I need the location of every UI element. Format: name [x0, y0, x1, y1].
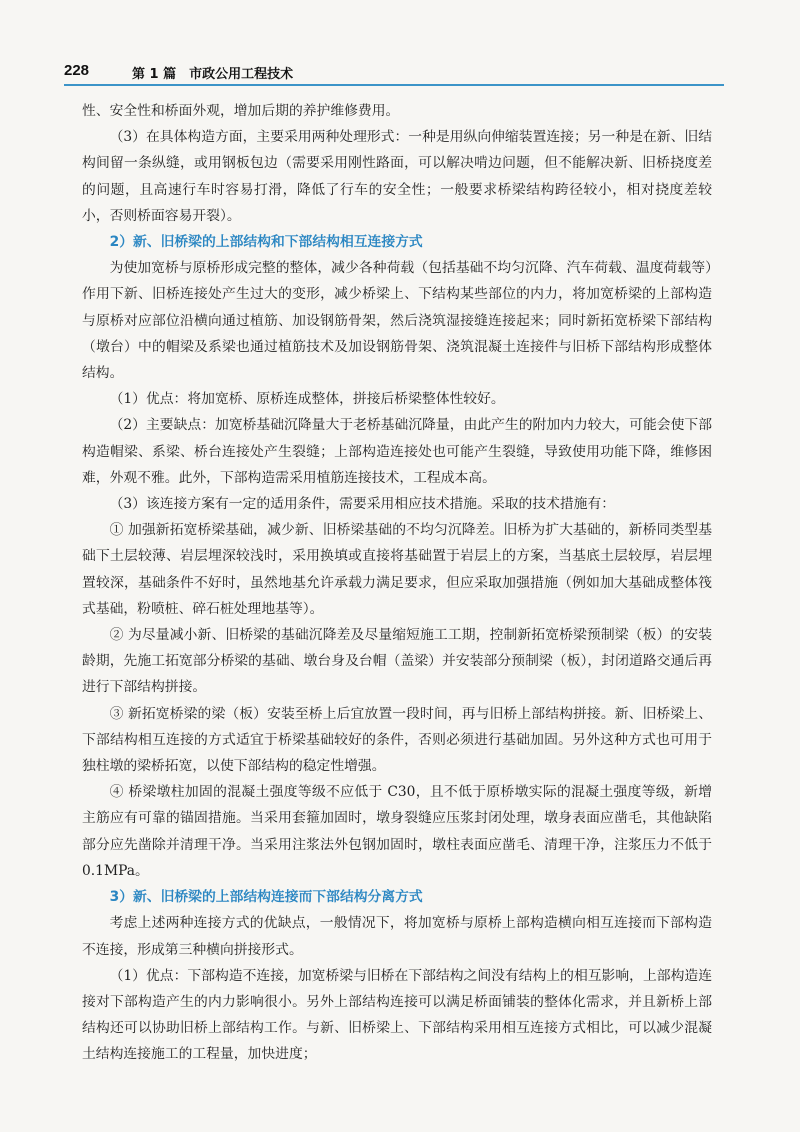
header-rule: [64, 84, 724, 86]
paragraph: （1）优点：将加宽桥、原桥连成整体，拼接后桥梁整体性较好。: [109, 391, 505, 408]
running-header: [64, 62, 724, 90]
paragraph: 考虑上述两种连接方式的优缺点，一般情况下，将加宽桥与原桥上部构造横向相互连接而下部构造不连接，形成第三种横向拼接形式。: [82, 915, 712, 958]
paragraph: （3）该连接方案有一定的适用条件，需要采用相应技术措施。采取的技术措施有：: [109, 496, 616, 513]
paragraph: ③ 新拓宽桥梁的梁（板）安装至桥上后宜放置一段时间，再与旧桥上部结构拼接。新、旧桥梁上、下部结构相互连接的方式适宜于桥梁基础较好的条件，否则必须进行基础加固。另外这种方式也可用于独柱墩的梁桥拓宽，以使下部结构的稳定性增强。: [82, 705, 712, 775]
paragraph: （1）优点：下部构造不连接，加宽桥梁与旧桥在下部结构之间没有结构上的相互影响，上部构造连接对下部构造产生的内力影响很小。另外上部结构连接可以满足桥面铺装的整体化需求，并且新桥上部结构还可以协助旧桥上部结构工作。与新、旧桥梁上、下部结构采用相互连接方式相比，可以减少混凝土结构连接施工的工程量，加快进度；: [82, 967, 712, 1063]
paragraph: （3）在具体构造方面，主要采用两种处理形式：一种是用纵向伸缩装置连接；另一种是在新、旧结构间留一条纵缝，或用钢板包边（需要采用刚性路面，可以解决啃边问题，但不能解决新、旧桥挠度差的问题，且高速行车时容易打滑，降低了行车的安全性；一般要求桥梁结构跨径较小，相对挠度差较小，否则桥面容易开裂）。: [82, 129, 712, 224]
section-heading: 2）新、旧桥梁的上部结构和下部结构相互连接方式: [109, 234, 423, 251]
section-heading: 3）新、旧桥梁的上部结构连接而下部结构分离方式: [109, 889, 423, 906]
page-number: 228: [64, 62, 90, 79]
paragraph: ② 为尽量减小新、旧桥梁的基础沉降差及尽量缩短施工工期，控制新拓宽桥梁预制梁（板）的安装龄期，先施工拓宽部分桥梁的基础、墩台身及台帽（盖梁）并安装部分预制梁（板），封闭道路交通后再进行下部结构拼接。: [82, 627, 712, 696]
paragraph: 为使加宽桥与原桥形成完整的整体，减少各种荷载（包括基础不均匀沉降、汽车荷载、温度荷载等）作用下新、旧桥连接处产生过大的变形，减少桥梁上、下结构某些部位的内力，将加宽桥梁的上部构造与原桥对应部位沿横向通过植筋、加设钢筋骨架，然后浇筑湿接缝连接起来；同时新拓宽桥梁下部结构（墩台）中的帽梁及系梁也通过植筋技术及加设钢筋骨架、浇筑混凝土连接件与旧桥下部结构形成整体结构。: [82, 260, 712, 382]
paragraph: ④ 桥梁墩柱加固的混凝土强度等级不应低于 C30，且不低于原桥墩实际的混凝土强度等级，新增主筋应有可靠的锚固措施。当采用套箍加固时，墩身裂缝应压浆封闭处理，墩身表面应凿毛，其他缺陷部分应先凿除并清理干净。当采用注浆法外包钢加固时，墩柱表面应凿毛、清理干净，注浆压力不低于 0.1MPa。: [82, 784, 712, 879]
paragraph: （2）主要缺点：加宽桥基础沉降量大于老桥基础沉降量，由此产生的附加内力较大，可能会使下部构造帽梁、系梁、桥台连接处产生裂缝；上部构造连接处也可能产生裂缝，导致使用功能下降，维修困难，外观不雅。此外，下部构造需采用植筋连接技术，工程成本高。: [82, 417, 712, 486]
chapter-title: 第 1 篇 市政公用工程技术: [132, 67, 294, 82]
paragraph: 性、安全性和桥面外观，增加后期的养护维修费用。: [82, 103, 400, 119]
paragraph: ① 加强新拓宽桥梁基础，减少新、旧桥梁基础的不均匀沉降差。旧桥为扩大基础的，新桥同类型基础下土层较薄、岩层埋深较浅时，采用换填或直接将基础置于岩层上的方案，当基底土层较厚，岩层埋置较深，基础条件不好时，虽然地基允许承载力满足要求，但应采取加强措施（例如加大基础成整体筏式基础，粉喷桩、碎石桩处理地基等）。: [82, 522, 712, 617]
body-text: [82, 98, 712, 1068]
